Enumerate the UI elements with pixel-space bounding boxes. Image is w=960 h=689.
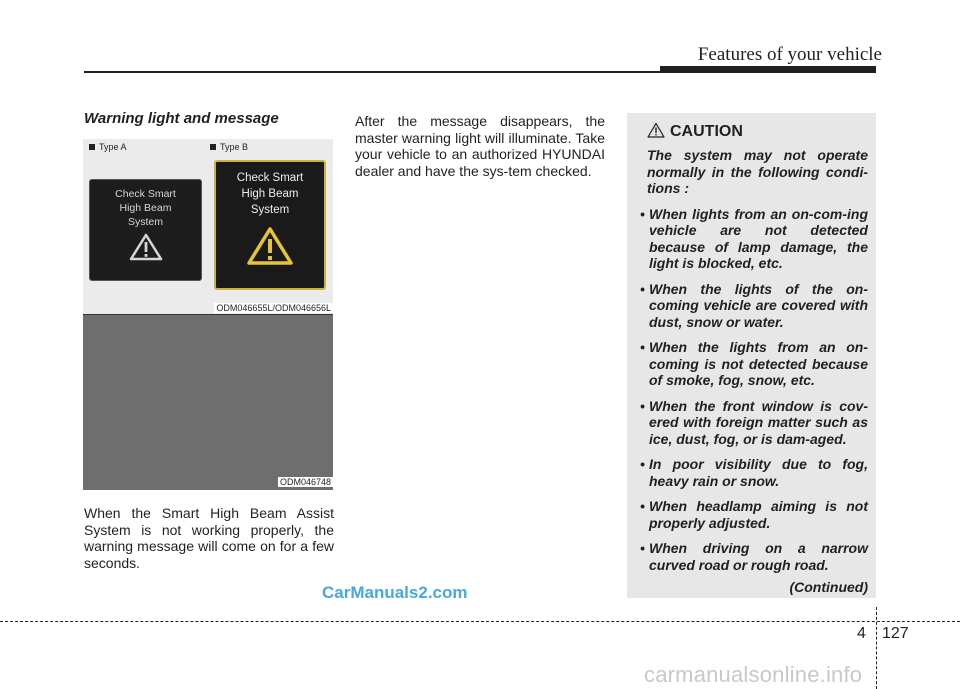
body-paragraph: After the message disappears, the master warning light will illuminate. Take your vehicle to an authorized HYUNDAI dealer and have the sys-tem checked. [355,113,605,179]
bullet-icon: • [640,540,645,556]
caution-list [640,205,868,574]
figure-code: ODM046748 [279,477,331,487]
list-item: • When the lights of the on-coming vehicle are covered with dust, snow or water. [627,281,868,331]
page-number: 127 [882,625,909,642]
bullet-icon: • [640,498,645,514]
body-paragraph: When the Smart High Beam Assist System is not working properly, the warning message will come on for a few seconds. [84,505,334,571]
warning-triangle-icon [129,233,163,261]
footer-divider [876,607,877,689]
warning-triangle-icon [246,226,294,266]
type-b-label: Type B [210,142,248,152]
caution-title: CAUTION [647,121,868,143]
bullet-icon: • [640,205,645,222]
warning-panel-type-b [214,160,326,290]
figure-cluster-photo [83,314,333,490]
square-bullet-icon [89,144,95,150]
panel-b-text: Check Smart High Beam System [236,172,304,216]
list-item: • When driving on a narrow curved road or rough road. [627,540,868,573]
list-item: • In poor visibility due to fog, heavy rain or snow. [627,456,868,489]
chapter-number: 4 [857,625,866,642]
figure-code: ODM046655L/ODM046656L [216,303,331,313]
bullet-icon: • [640,397,645,414]
type-a-label: Type A [89,142,127,152]
list-item: • When the lights from an on-coming is not detected because of smoke, fog, snow, etc. [627,339,868,389]
footer-rule [0,621,960,622]
list-item: • When headlamp aiming is not properly adjusted. [627,498,868,531]
watermark-link[interactable]: CarManuals2.com [322,583,468,602]
section-heading: Warning light and message [84,110,279,127]
list-item: • When lights from an on-com-ing vehicle are not detected because of lamp damage, the light is blocked, etc. [627,206,868,272]
caution-triangle-icon [647,122,665,138]
caution-box [627,113,876,598]
site-watermark: carmanualsonline.info [644,662,863,687]
bullet-icon: • [640,280,645,297]
list-item: • When the front window is cov-ered with foreign matter such as ice, dust, fog, or is dam-aged. [627,398,868,448]
running-header: Features of your vehicle [697,44,882,65]
square-bullet-icon [210,144,216,150]
header-rule-accent [660,66,876,73]
bullet-icon: • [640,339,645,355]
bullet-icon: • [640,456,645,472]
caution-intro: The system may not operate normally in the following condi-tions : [647,147,868,196]
panel-a-text: Check Smart High Beam System [115,188,176,228]
continued-note: (Continued) [789,579,868,595]
warning-panel-type-a [89,179,202,281]
